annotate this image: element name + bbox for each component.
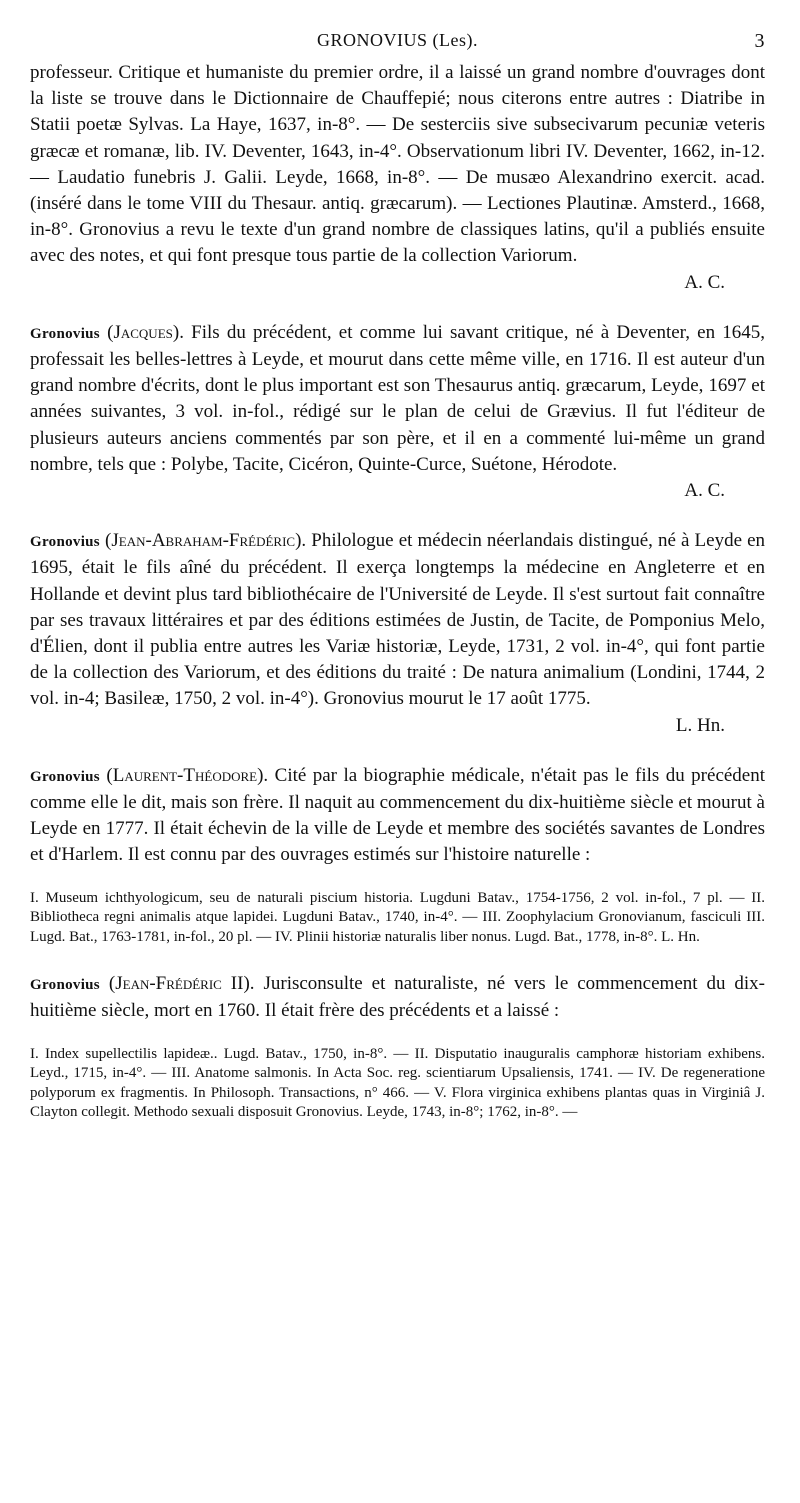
running-title: GRONOVIUS (Les).	[317, 30, 478, 50]
entry-text: Jurisconsulte et naturaliste, né vers le commencement du dix-huitième siècle, mort en 1760. Il était frère des précédents et a laissé :	[30, 973, 766, 1022]
note-signature: L. Hn.	[661, 928, 700, 945]
entry-qualifier: (Jean-Frédéric II).	[108, 973, 255, 995]
entry-name: Gronovius	[30, 768, 100, 785]
page-number: 3	[754, 30, 765, 52]
entry-text: Cité par la biographie médicale, n'était pas le fils du précédent comme elle le dit, mais son frère. Il naquit au commencement du dix-huitième siècle et mourut à Leyde en 1777. Il était échevin de la ville de Leyde et membre des sociétés savantes de Londres et d'Harlem. Il est connu par des ouvrages estimés sur l'histoire naturelle :	[30, 764, 766, 866]
note-text: I. Index supellectilis lapideæ.. Lugd. Batav., 1750, in-8°. — II. Disputatio inauguralis camphoræ historiam exhibens. Leyd., 1715, in-4°. — III. Anatome salmonis. In Acta Soc. reg. scientiarum Upsaliensis, 1741. — IV. De regeneratione polyporum ex fragmentis. In Philosoph. Transactions, n° 466. — V. Flora virginica exhibens plantas quas in Virginiâ J. Clayton collegit. Methodo sexuali disposuit Gronovius. Leyde, 1743, in-8°; 1762, in-8°. —	[30, 1045, 765, 1121]
entry-signature: A. C.	[684, 271, 725, 293]
entry-continuation	[30, 60, 765, 296]
entry-qualifier: (Jacques).	[107, 321, 184, 343]
entry-signature: A. C.	[684, 480, 725, 502]
entry-signature: L. Hn.	[675, 714, 725, 736]
entry-gronovius-jean-abraham	[30, 528, 765, 739]
entry-name: Gronovius	[30, 534, 100, 551]
bibliography-note	[30, 1045, 765, 1123]
entry-name: Gronovius	[30, 977, 100, 994]
entry-gronovius-laurent	[30, 763, 765, 947]
entry-gronovius-jacques	[30, 320, 765, 504]
bibliography-note	[30, 889, 765, 948]
entry-gronovius-jean-frederic-ii	[30, 971, 765, 1122]
entry-text: Fils du précédent, et comme lui savant critique, né à Deventer, en 1645, professait les belles-lettres à Leyde, et mourut dans cette même ville, en 1716. Il est auteur d'un grand nombre d'écrits, dont le plus important est son Thesaurus antiq. græcarum, Leyde, 1697 et années suivantes, 3 vol. in-fol., rédigé sur le plan de celui de Grævius. Il fut l'éditeur de plusieurs auteurs anciens commentés par son père, et il en a commenté lui-même un grand nombre, tels que : Polybe, Tacite, Cicéron, Quinte-Curce, Suétone, Hérodote.	[30, 321, 766, 475]
entry-qualifier: (Jean-Abraham-Frédéric).	[105, 530, 307, 552]
entry-name: Gronovius	[30, 325, 100, 342]
running-head	[30, 30, 765, 56]
entry-text: Philologue et médecin néerlandais distingué, né à Leyde en 1695, était le fils aîné du précédent. Il exerça longtemps la médecine en Angleterre et en Hollande et devint plus tard bibliothécaire de l'Université de Leyde. Il s'est surtout fait connaître par ses travaux littéraires et par des éditions estimées de Justin, de Tacite, de Pomponius Melo, d'Élien, dont il publia entre autres les Variæ historiæ, Leyde, 1731, 2 vol. in-4°, qui font partie de la collection des Variorum, et des éditions du traité : De natura animalium (Londini, 1744, 2 vol. in-4; Basileæ, 1750, 2 vol. in-4°). Gronovius mourut le 17 août 1775.	[30, 530, 766, 710]
document-body	[30, 60, 765, 1123]
note-text: I. Museum ichthyologicum, seu de naturali piscium historia. Lugduni Batav., 1754-1756, 2 vol. in-fol., 7 pl. — II. Bibliotheca regni animalis atque lapidei. Lugduni Batav., 1740, in-4°. — III. Zoophylacium Gronovianum, fasciculi III. Lugd. Bat., 1763-1781, in-fol., 20 pl. — IV. Plinii historiæ naturalis liber nonus. Lugd. Bat., 1778, in-8°.	[30, 889, 765, 945]
entry-text: professeur. Critique et humaniste du premier ordre, il a laissé un grand nombre d'ouvrages dont la liste se trouve dans le Dictionnaire de Chauffepié; nous citerons entre autres : Diatribe in Statii poetæ Sylvas. La Haye, 1637, in-8°. — De sesterciis sive subsecivarum pecuniæ veteris græcæ et romanæ, lib. IV. Deventer, 1643, in-4°. Observationum libri IV. Deventer, 1662, in-12. — Laudatio funebris J. Galii. Leyde, 1668, in-8°. — De musæo Alexandrino exercit. acad. (inséré dans le tome VIII du Thesaur. antiq. græcarum). — Lectiones Plautinæ. Amsterd., 1668, in-8°. Gronovius a revu le texte d'un grand nombre de classiques latins, qu'il a publiés ensuite avec des notes, et qui font presque tous partie de la collection Variorum.	[30, 62, 765, 267]
entry-qualifier: (Laurent-Théodore).	[106, 764, 269, 786]
